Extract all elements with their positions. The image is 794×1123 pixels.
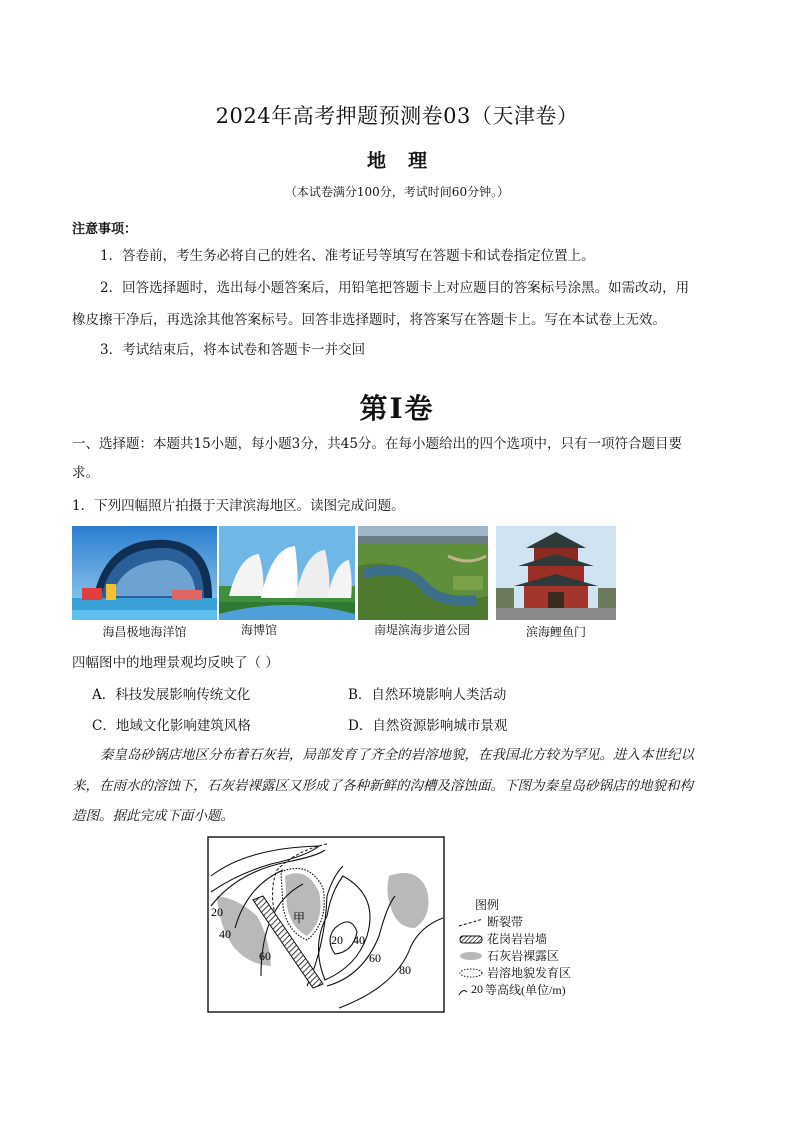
legend-limestone-label: 石灰岩裸露区 xyxy=(487,949,560,963)
contour-label-60-right: 60 xyxy=(369,951,381,965)
contour-label-40-center: 40 xyxy=(353,933,365,947)
photo-caption-1: 海昌极地海洋馆 xyxy=(102,625,187,639)
section-instruction-cont: 求。 xyxy=(72,465,99,481)
legend-contour xyxy=(457,981,607,998)
fault-symbol-icon xyxy=(457,916,485,928)
subject-title: 地理 xyxy=(366,150,449,172)
passage-line-3: 造图。据此完成下面小题。 xyxy=(72,808,234,824)
legend-granite xyxy=(457,930,607,947)
legend-title: 图例 xyxy=(475,898,500,912)
notice-item-3: 3．考试结束后，将本试卷和答题卡一并交回 xyxy=(100,342,366,358)
pavilion-photo xyxy=(496,526,616,620)
karst-symbol-icon xyxy=(457,967,485,979)
legend-fault-label: 断裂带 xyxy=(487,915,524,929)
option-c[interactable]: C．地域文化影响建筑风格 xyxy=(92,718,251,734)
point-jia: 甲 xyxy=(293,911,306,925)
score-info: （本试卷满分100分，考试时间60分钟。） xyxy=(284,185,510,199)
exam-title: 2024年高考押题预测卷03（天津卷） xyxy=(215,104,579,128)
notice-item-2-cont: 橡皮擦干净后，再选涂其他答案标号。回答非选择题时，将答案写在答题卡上。写在本试卷上无效。 xyxy=(72,312,666,328)
legend-karst-label: 岩溶地貌发育区 xyxy=(487,966,572,980)
passage-line-1: 秦皇岛砂锅店地区分布着石灰岩，局部发育了齐全的岩溶地貌，在我国北方较为罕见。进入本世纪以 xyxy=(100,747,694,763)
option-b[interactable]: B．自然环境影响人类活动 xyxy=(348,687,507,703)
contour-label-40-left: 40 xyxy=(219,927,231,941)
legend-granite-label: 花岗岩岩墙 xyxy=(487,932,548,946)
granite-symbol-icon xyxy=(457,933,485,945)
question-1-prompt: 四幅图中的地理景观均反映了（ ） xyxy=(72,655,279,671)
section-instruction: 一、选择题：本题共15小题，每小题3分，共45分。在每小题给出的四个选项中，只有一项符合题目要 xyxy=(72,436,682,452)
section-title: 第I卷 xyxy=(359,392,435,425)
photo-caption-3: 南堤滨海步道公园 xyxy=(373,623,470,637)
photo-caption-2: 海博馆 xyxy=(240,623,277,637)
question-1-stem: 1．下列四幅照片拍摄于天津滨海地区。读图完成问题。 xyxy=(72,498,405,514)
option-a[interactable]: A．科技发展影响传统文化 xyxy=(92,687,251,703)
karst-map xyxy=(207,836,447,1014)
notice-heading: 注意事项： xyxy=(72,222,138,237)
photo-caption-4: 滨海鲤鱼门 xyxy=(525,625,586,639)
option-d[interactable]: D．自然资源影响城市景观 xyxy=(348,718,508,734)
aquarium-photo xyxy=(72,526,217,620)
map-legend xyxy=(457,896,607,998)
legend-contour-label: 等高线(单位/m) xyxy=(485,983,566,997)
museum-photo xyxy=(219,526,355,620)
contour-label-20-left: 20 xyxy=(211,905,223,919)
legend-karst xyxy=(457,964,607,981)
legend-limestone xyxy=(457,947,607,964)
contour-label-60-left: 60 xyxy=(259,949,271,963)
contour-label-80: 80 xyxy=(399,963,411,977)
limestone-symbol-icon xyxy=(457,950,485,962)
legend-fault xyxy=(457,913,607,930)
park-aerial-photo xyxy=(358,526,488,620)
notice-item-2: 2．回答选择题时，选出每小题答案后，用铅笔把答题卡上对应题目的答案标号涂黑。如需改动，用 xyxy=(100,280,690,296)
passage-line-2: 来，在雨水的溶蚀下，石灰岩裸露区又形成了各种新鲜的沟槽及溶蚀面。下图为秦皇岛砂锅店的地貌和构 xyxy=(72,778,693,794)
legend-contour-value: 20 xyxy=(471,982,483,996)
contour-label-20-center: 20 xyxy=(331,933,343,947)
notice-item-1: 1．答卷前，考生务必将自己的姓名、准考证号等填写在答题卡和试卷指定位置上。 xyxy=(100,248,595,264)
